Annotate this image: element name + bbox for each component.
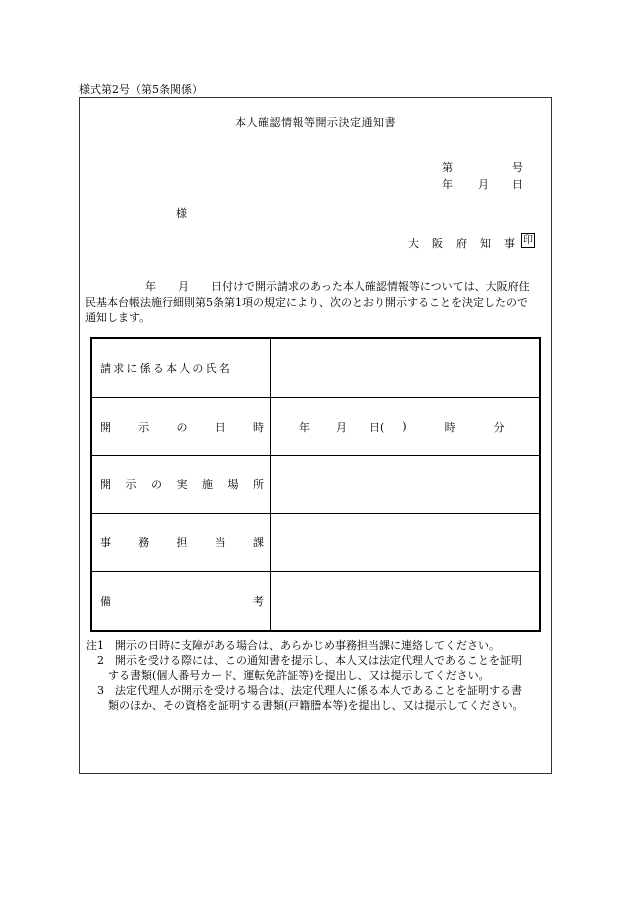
dt-minute: 分 — [493, 420, 505, 434]
dt-hour: 時 — [444, 420, 456, 434]
date-year: 年 — [442, 178, 453, 191]
body-line2: 民基本台帳法施行細則第5条第1項の規定により、次のとおり開示することを決定したので — [85, 295, 528, 309]
table-row — [91, 338, 540, 398]
table-row — [91, 513, 540, 571]
note-3-line1: 3 法定代理人が開示を受ける場合は、法定代理人に係る本人であることを証明する書 — [86, 684, 522, 697]
info-table — [90, 337, 541, 632]
value-remarks — [271, 571, 541, 631]
value-disclosure-datetime — [271, 398, 541, 456]
label-requester-name: 請求に係る本人の氏名 — [91, 338, 271, 398]
body-line1: 日付けで開示請求のあった本人確認情報等については、大阪府住 — [211, 280, 530, 293]
date-month: 月 — [478, 178, 489, 191]
note-2-line2: する書類(個人番号カード、運転免許証等)を提出し、又は提示してください。 — [86, 669, 490, 682]
value-department — [271, 513, 541, 571]
document-frame — [79, 97, 552, 774]
body-year: 年 — [145, 280, 156, 293]
table-row — [91, 398, 540, 456]
issuer-char: 知 — [480, 237, 491, 250]
table-row — [91, 571, 540, 631]
dt-year: 年 — [299, 420, 310, 434]
document-title: 本人確認情報等開示決定通知書 — [235, 116, 396, 129]
date-day: 日 — [512, 178, 523, 191]
label-department: 事 務 担 当 課 — [91, 513, 271, 571]
table-row — [91, 456, 540, 514]
value-disclosure-location — [271, 456, 541, 514]
note-2-line1: 2 開示を受ける際には、この通知書を提示し、本人又は法定代理人であることを証明 — [86, 654, 522, 667]
label-disclosure-datetime: 開 示 の 日 時 — [91, 398, 271, 456]
value-requester-name — [271, 338, 541, 398]
label-disclosure-location: 開 示 の 実 施 場 所 — [91, 456, 271, 514]
notes — [86, 638, 548, 713]
issuer-char: 阪 — [432, 237, 443, 250]
issuer-char: 大 — [408, 237, 419, 250]
label-remarks: 備 考 — [91, 571, 271, 631]
number-dai: 第 — [442, 161, 453, 174]
dt-day: 日( — [369, 420, 385, 434]
number-go: 号 — [512, 161, 523, 174]
issuer-char: 府 — [456, 237, 467, 250]
dt-month: 月 — [336, 420, 347, 434]
note-1: 注1 開示の日時に支障がある場合は、あらかじめ事務担当課に連絡してください。 — [86, 639, 500, 652]
note-3-line2: 類のほか、その資格を証明する書類(戸籍謄本等)を提出し、又は提示してください。 — [86, 699, 524, 712]
body-month: 月 — [178, 280, 189, 293]
body-line3: 通知します。 — [85, 311, 151, 324]
addressee: 様 — [176, 207, 187, 220]
body-text — [85, 279, 550, 326]
seal-mark: 印 — [523, 235, 533, 246]
form-number-label: 様式第2号（第5条関係） — [79, 83, 203, 96]
issuer-char: 事 — [504, 237, 515, 250]
dt-paren-close: ) — [402, 420, 407, 434]
